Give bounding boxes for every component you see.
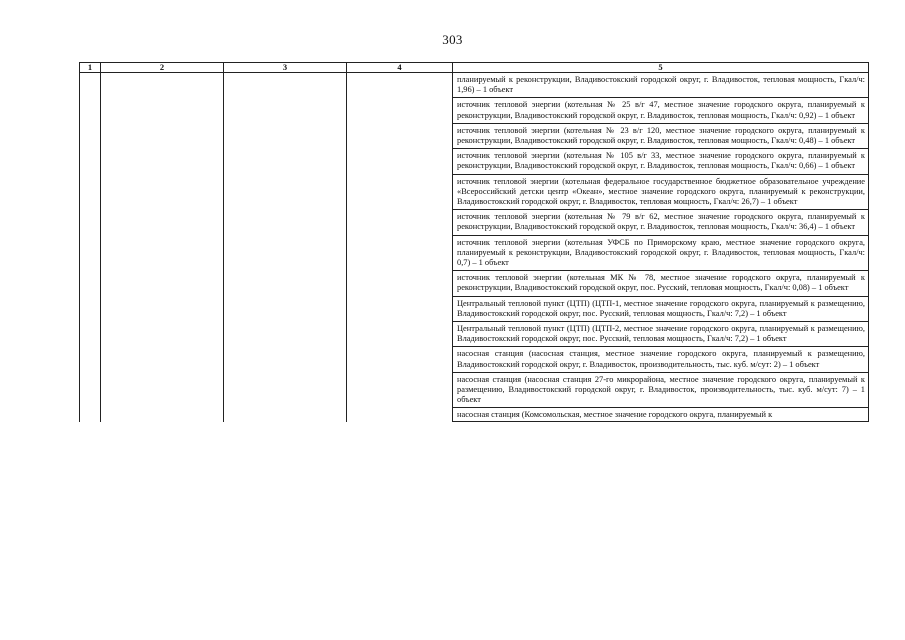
column-header-1: 1: [80, 63, 101, 73]
list-item: источник тепловой энергии (котельная № 23 в/г 120, местное значение городского округа, планируемый к реконструкции, Владивостокский городской округ, г. Владивосток, тепловая мощность, Гкал/ч: 0,48) – 1 объект: [453, 123, 868, 148]
list-item: источник тепловой энергии (котельная МК № 78, местное значение городского округа, планируемый к реконструкции, Владивостокский городской округ, пос. Русский, тепловая мощность, Гкал/ч: 0,08) – 1 объект: [453, 270, 868, 295]
empty-cell-col-4: [347, 73, 453, 422]
list-item: насосная станция (Комсомольская, местное значение городского округа, планируемый к: [453, 407, 868, 421]
document-table: [79, 62, 869, 422]
column-header-4: 4: [347, 63, 453, 73]
table-row: [80, 73, 869, 422]
empty-cell-col-1: [80, 73, 101, 422]
column-header-2: 2: [101, 63, 224, 73]
list-item: источник тепловой энергии (котельная № 79 в/г 62, местное значение городского округа, планируемый к реконструкции, Владивостокский городской округ, г. Владивосток, тепловая мощность, Гкал/ч: 36,4) – 1 объект: [453, 209, 868, 234]
list-item: источник тепловой энергии (котельная УФСБ по Приморскому краю, местное значение городского округа, планируемый к реконструкции, Владивостокский городской округ, г. Владивосток, тепловая мощность, Гкал/ч: 0,7) – 1 объект: [453, 235, 868, 271]
list-item: источник тепловой энергии (котельная № 105 в/г 33, местное значение городского округа, планируемый к реконструкции, Владивостокский городской округ, г. Владивосток, тепловая мощность, Гкал/ч: 0,66) – 1 объект: [453, 148, 868, 173]
column-header-3: 3: [224, 63, 347, 73]
empty-cell-col-3: [224, 73, 347, 422]
column-header-5: 5: [453, 63, 869, 73]
list-item: насосная станция (насосная станция, местное значение городского округа, планируемый к размещению, Владивостокский городской округ, г. Владивосток, производительность, тыс. куб. м/сут: 2) – 1 объект: [453, 346, 868, 371]
list-item: источник тепловой энергии (котельная № 25 в/г 47, местное значение городского округа, планируемый к реконструкции, Владивостокский городской округ, г. Владивосток, тепловая мощность, Гкал/ч: 0,92) – 1 объект: [453, 97, 868, 122]
list-item: планируемый к реконструкции, Владивостокский городской округ, г. Владивосток, тепловая мощность, Гкал/ч: 1,96) – 1 объект: [457, 75, 865, 95]
list-item: Центральный тепловой пункт (ЦТП) (ЦТП-1, местное значение городского округа, планируемый к размещению, Владивостокский городской округ, пос. Русский, тепловая мощность, Гкал/ч: 7,2) – 1 объект: [453, 296, 868, 321]
content-cell-col-5: [453, 73, 869, 422]
table-header-row: [80, 63, 869, 73]
list-item: Центральный тепловой пункт (ЦТП) (ЦТП-2, местное значение городского округа, планируемый к размещению, Владивостокский городской округ, пос. Русский, тепловая мощность, Гкал/ч: 7,2) – 1 объект: [453, 321, 868, 346]
empty-cell-col-2: [101, 73, 224, 422]
list-item: источник тепловой энергии (котельная федеральное государственное бюджетное образовательное учреждение «Всероссийский детски центр «Океан», местное значение городского округа, планируемый к реконструкции, Владивостокский городской округ, г. Владивосток, тепловая мощность, Гкал/ч: 26,7) – 1 объект: [453, 174, 868, 210]
page-number: 303: [442, 32, 463, 47]
list-item: насосная станция (насосная станция 27-го микрорайона, местное значение городского округа, планируемый к размещению, Владивостокский городской округ, г. Владивосток, производительность, тыс. куб. м/сут: 7) – 1 объект: [453, 372, 868, 408]
